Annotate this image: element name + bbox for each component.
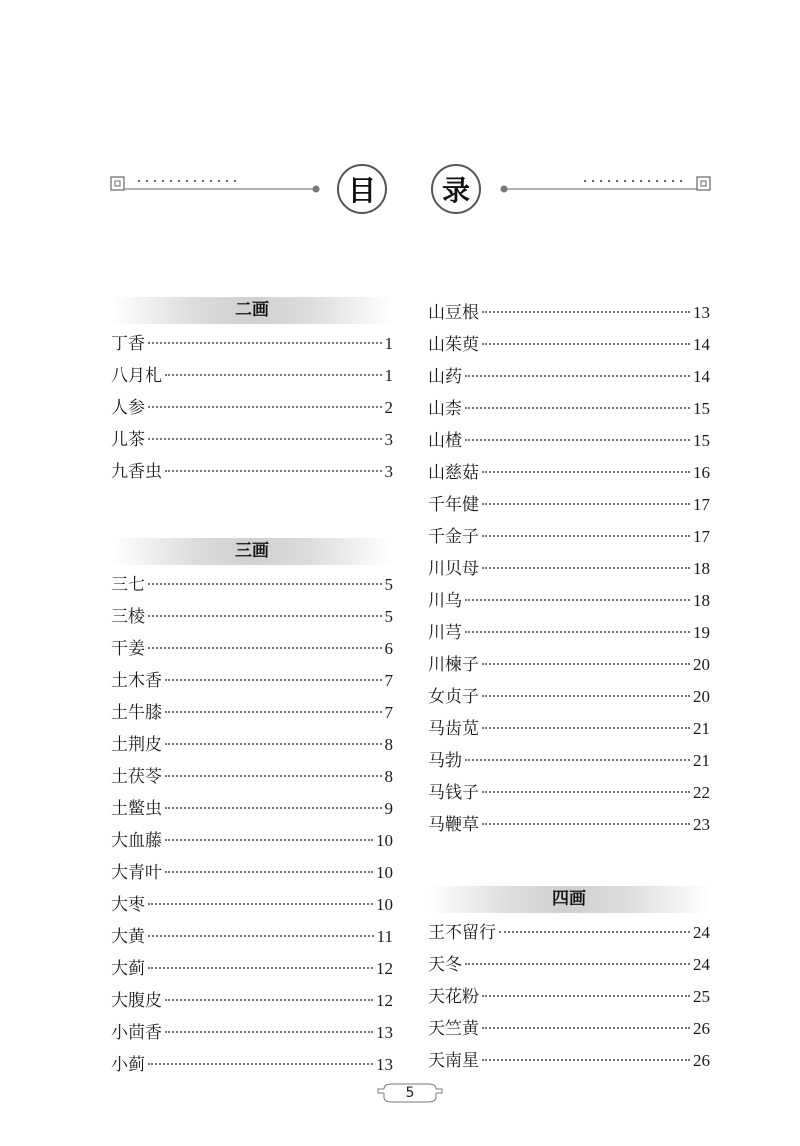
entry-name: 女贞子 <box>428 687 479 707</box>
dot-leader <box>148 583 382 585</box>
title-ornament <box>0 150 800 230</box>
entry-page: 21 <box>693 751 710 770</box>
entry-page: 15 <box>693 399 710 418</box>
entry-page: 13 <box>376 1055 393 1074</box>
dot-leader <box>165 1031 373 1033</box>
dot-leader <box>148 406 382 408</box>
dot-leader <box>482 471 690 473</box>
entry-name: 土鳖虫 <box>111 799 162 819</box>
entry-page: 23 <box>693 815 710 834</box>
dot-leader <box>465 963 690 965</box>
entry-page: 8 <box>384 735 393 754</box>
toc-entry[interactable] <box>428 457 710 489</box>
toc-title <box>0 150 800 230</box>
entry-page: 16 <box>693 463 710 482</box>
dot-leader <box>148 438 382 440</box>
toc-entry[interactable] <box>428 777 710 809</box>
entry-name: 土荆皮 <box>111 735 162 755</box>
entry-page: 18 <box>693 559 710 578</box>
toc-entry[interactable] <box>111 889 393 921</box>
entry-page: 6 <box>384 639 393 658</box>
toc-right-column <box>428 297 710 1077</box>
dot-leader <box>482 1059 690 1061</box>
dot-leader <box>165 374 382 376</box>
toc-entry[interactable] <box>111 761 393 793</box>
dot-leader <box>499 931 690 933</box>
entry-name: 山柰 <box>428 399 462 419</box>
toc-entry[interactable] <box>111 360 393 392</box>
toc-entry[interactable] <box>111 825 393 857</box>
toc-entry[interactable] <box>428 809 710 841</box>
toc-entry[interactable] <box>111 697 393 729</box>
dot-leader <box>165 839 373 841</box>
entry-name: 川贝母 <box>428 559 479 579</box>
dot-leader <box>482 995 690 997</box>
dot-leader <box>482 503 690 505</box>
toc-entry[interactable] <box>111 424 393 456</box>
toc-entry[interactable] <box>111 857 393 889</box>
entry-name: 天竺黄 <box>428 1019 479 1039</box>
title-char-1: 目 <box>337 164 387 214</box>
entry-page: 26 <box>693 1019 710 1038</box>
entry-name: 山慈菇 <box>428 463 479 483</box>
dot-leader <box>482 695 690 697</box>
entry-page: 2 <box>384 398 393 417</box>
entry-name: 千金子 <box>428 527 479 547</box>
toc-entry[interactable] <box>428 489 710 521</box>
entry-name: 大腹皮 <box>111 991 162 1011</box>
dot-leader <box>465 407 690 409</box>
entry-name: 人参 <box>111 398 145 418</box>
entry-name: 小茴香 <box>111 1023 162 1043</box>
entry-name: 大血藤 <box>111 831 162 851</box>
entry-page: 20 <box>693 655 710 674</box>
entry-name: 马齿苋 <box>428 719 479 739</box>
entry-page: 14 <box>693 367 710 386</box>
entry-page: 12 <box>376 959 393 978</box>
toc-left-column <box>111 297 393 1081</box>
entry-name: 千年健 <box>428 495 479 515</box>
entry-name: 大黄 <box>111 927 145 947</box>
entry-page: 26 <box>693 1051 710 1070</box>
entry-name: 天冬 <box>428 955 462 975</box>
toc-entry[interactable] <box>428 981 710 1013</box>
dot-leader <box>148 647 382 649</box>
entry-name: 干姜 <box>111 639 145 659</box>
entry-name: 王不留行 <box>428 923 496 943</box>
entry-page: 10 <box>376 863 393 882</box>
entry-page: 3 <box>384 430 393 449</box>
entry-name: 土茯苓 <box>111 767 162 787</box>
entry-name: 天花粉 <box>428 987 479 1007</box>
toc-entry[interactable] <box>111 1049 393 1081</box>
dot-leader <box>148 342 382 344</box>
dot-leader <box>148 903 373 905</box>
entry-name: 九香虫 <box>111 462 162 482</box>
dot-leader <box>465 631 690 633</box>
dot-leader <box>165 470 382 472</box>
entry-page: 21 <box>693 719 710 738</box>
entry-page: 15 <box>693 431 710 450</box>
dot-leader <box>482 343 690 345</box>
section-header: 三画 <box>111 538 393 565</box>
toc-entry[interactable] <box>111 633 393 665</box>
entry-name: 儿茶 <box>111 430 145 450</box>
entry-page: 13 <box>376 1023 393 1042</box>
dot-leader <box>165 871 373 873</box>
entry-name: 土木香 <box>111 671 162 691</box>
toc-entry[interactable] <box>428 553 710 585</box>
toc-entry[interactable] <box>428 649 710 681</box>
entry-page: 25 <box>693 987 710 1006</box>
toc-entry[interactable] <box>428 681 710 713</box>
page-number-value: 5 <box>405 1085 415 1101</box>
entry-page: 12 <box>376 991 393 1010</box>
dot-leader <box>465 439 690 441</box>
entry-page: 1 <box>384 334 393 353</box>
dot-leader <box>148 935 374 937</box>
toc-entry[interactable] <box>111 392 393 424</box>
entry-name: 三七 <box>111 575 145 595</box>
dot-leader <box>482 727 690 729</box>
entry-page: 18 <box>693 591 710 610</box>
dot-leader <box>465 759 690 761</box>
toc-entry[interactable] <box>428 521 710 553</box>
toc-entry[interactable] <box>428 329 710 361</box>
entry-page: 8 <box>384 767 393 786</box>
toc-entry[interactable] <box>111 729 393 761</box>
toc-entry[interactable] <box>428 361 710 393</box>
entry-name: 马钱子 <box>428 783 479 803</box>
entry-page: 10 <box>376 831 393 850</box>
entry-page: 20 <box>693 687 710 706</box>
entry-name: 大青叶 <box>111 863 162 883</box>
toc-entry[interactable] <box>111 921 393 953</box>
dot-leader <box>148 967 373 969</box>
dot-leader <box>165 807 382 809</box>
toc-entry[interactable] <box>428 1013 710 1045</box>
toc-entry[interactable] <box>111 953 393 985</box>
dot-leader <box>482 567 690 569</box>
entry-name: 天南星 <box>428 1051 479 1071</box>
dot-leader <box>165 775 382 777</box>
entry-name: 八月札 <box>111 366 162 386</box>
dot-leader <box>148 1063 373 1065</box>
toc-entry[interactable] <box>111 569 393 601</box>
toc-entry[interactable] <box>111 328 393 360</box>
toc-entry[interactable] <box>428 297 710 329</box>
entry-page: 22 <box>693 783 710 802</box>
toc-entry[interactable] <box>428 425 710 457</box>
page-number <box>370 1080 450 1106</box>
entry-page: 17 <box>693 527 710 546</box>
toc-entry[interactable] <box>428 617 710 649</box>
section-header: 四画 <box>428 886 710 913</box>
entry-name: 土牛膝 <box>111 703 162 723</box>
entry-page: 24 <box>693 955 710 974</box>
entry-page: 9 <box>384 799 393 818</box>
entry-page: 10 <box>376 895 393 914</box>
entry-page: 7 <box>384 703 393 722</box>
entry-page: 1 <box>384 366 393 385</box>
entry-page: 14 <box>693 335 710 354</box>
toc-entry[interactable] <box>111 1017 393 1049</box>
entry-name: 山豆根 <box>428 303 479 323</box>
toc-entry[interactable] <box>428 1045 710 1077</box>
entry-page: 5 <box>384 607 393 626</box>
dot-leader <box>482 791 690 793</box>
toc-entry[interactable] <box>111 601 393 633</box>
toc-entry[interactable] <box>428 585 710 617</box>
toc-entry[interactable] <box>428 745 710 777</box>
entry-page: 11 <box>376 927 393 946</box>
dot-leader <box>148 615 382 617</box>
entry-page: 17 <box>693 495 710 514</box>
entry-name: 川芎 <box>428 623 462 643</box>
entry-name: 山药 <box>428 367 462 387</box>
title-char-2: 录 <box>431 164 481 214</box>
entry-name: 大枣 <box>111 895 145 915</box>
entry-name: 山楂 <box>428 431 462 451</box>
section-header: 二画 <box>111 297 393 324</box>
dot-leader <box>482 823 690 825</box>
entry-page: 13 <box>693 303 710 322</box>
entry-name: 川楝子 <box>428 655 479 675</box>
entry-page: 7 <box>384 671 393 690</box>
entry-name: 大蓟 <box>111 959 145 979</box>
toc-entry[interactable] <box>428 949 710 981</box>
dot-leader <box>165 743 382 745</box>
dot-leader <box>465 375 690 377</box>
entry-page: 24 <box>693 923 710 942</box>
entry-name: 山茱萸 <box>428 335 479 355</box>
entry-page: 19 <box>693 623 710 642</box>
entry-name: 小蓟 <box>111 1055 145 1075</box>
dot-leader <box>482 1027 690 1029</box>
dot-leader <box>165 711 382 713</box>
toc-entry[interactable] <box>428 713 710 745</box>
entry-name: 马鞭草 <box>428 815 479 835</box>
dot-leader <box>482 535 690 537</box>
entry-page: 5 <box>384 575 393 594</box>
entry-page: 3 <box>384 462 393 481</box>
toc-entry[interactable] <box>428 393 710 425</box>
entry-name: 丁香 <box>111 334 145 354</box>
entry-name: 川乌 <box>428 591 462 611</box>
toc-entry[interactable] <box>111 456 393 488</box>
entry-name: 三棱 <box>111 607 145 627</box>
toc-entry[interactable] <box>111 793 393 825</box>
entry-name: 马勃 <box>428 751 462 771</box>
toc-entry[interactable] <box>428 917 710 949</box>
dot-leader <box>165 999 373 1001</box>
dot-leader <box>482 663 690 665</box>
dot-leader <box>482 311 690 313</box>
dot-leader <box>165 679 382 681</box>
toc-entry[interactable] <box>111 985 393 1017</box>
dot-leader <box>465 599 690 601</box>
toc-entry[interactable] <box>111 665 393 697</box>
